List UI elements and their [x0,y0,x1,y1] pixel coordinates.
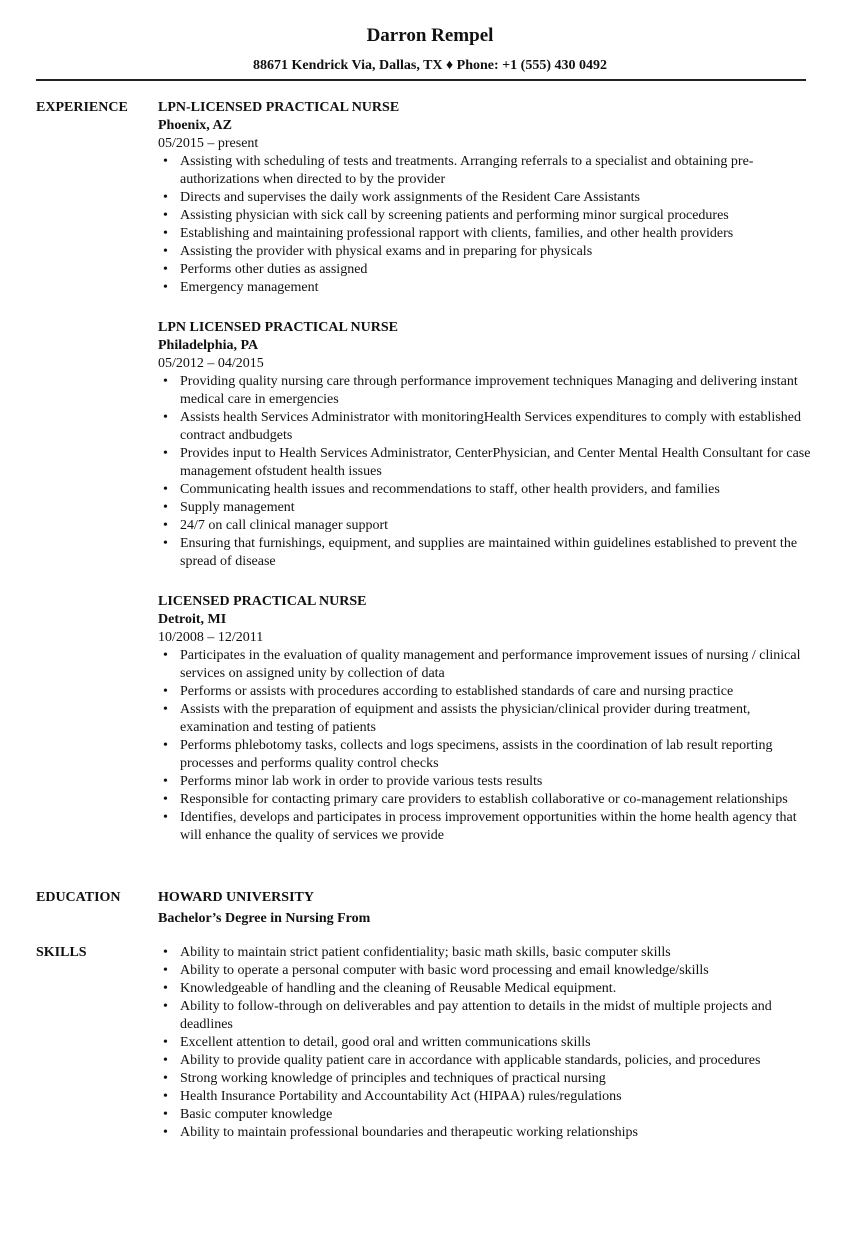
education-label: EDUCATION [36,890,121,905]
candidate-name: Darron Rempel [366,25,494,46]
bullet-icon: • [163,374,168,389]
bullet-icon: • [163,280,168,295]
list-item: • Ability to provide quality patient care in accordance with applicable standards, policies, and procedures [163,1053,761,1068]
bullet-icon: • [163,792,168,807]
list-item: • Participates in the evaluation of quality management and performance improvement issues of nursing / clinical services on assigned unity by collection of data [163,648,801,681]
experience-label: EXPERIENCE [36,100,128,115]
bullet-icon: • [163,684,168,699]
school-name: HOWARD UNIVERSITY [158,890,314,905]
skills-body [158,944,818,1142]
bullet-icon: • [163,410,168,425]
contact-line: 88671 Kendrick Via, Dallas, TX ♦ Phone: +1 (555) 430 0492 [253,58,607,73]
header-divider [36,79,806,81]
list-item: • Performs phlebotomy tasks, collects and logs specimens, assists in the coordination of lab result reporting processes and performs quality control checks [163,738,773,771]
bullet-icon: • [163,1035,168,1050]
job-title: LPN LICENSED PRACTICAL NURSE [158,320,398,335]
list-item: • Supply management [163,500,295,515]
job-entry [158,319,818,571]
job-location: Phoenix, AZ [158,118,232,133]
list-item: • Performs other duties as assigned [163,262,368,277]
bullet-icon: • [163,648,168,663]
job-dates: 10/2008 – 12/2011 [158,630,264,645]
list-item: • Assists with the preparation of equipment and assists the physician/clinical provider during treatment, examination and testing of patients [163,702,751,735]
list-item: • Directs and supervises the daily work assignments of the Resident Care Assistants [163,190,640,205]
list-item: • Excellent attention to detail, good oral and written communications skills [163,1035,591,1050]
bullet-icon: • [163,226,168,241]
bullet-icon: • [163,500,168,515]
bullet-icon: • [163,154,168,169]
bullet-icon: • [163,482,168,497]
list-item: • Provides input to Health Services Administrator, CenterPhysician, and Center Mental Health Consultant for case management ofstudent health issues [163,446,811,479]
list-item: • Identifies, develops and participates in process improvement opportunities within the home health agency that will enhance the quality of services we provide [163,810,797,843]
list-item: • Health Insurance Portability and Accountability Act (HIPAA) rules/regulations [163,1089,622,1104]
list-item: • Communicating health issues and recommendations to staff, other health providers, and families [163,482,720,497]
list-item: • Performs minor lab work in order to provide various tests results [163,774,543,789]
bullet-icon: • [163,208,168,223]
list-item: • Basic computer knowledge [163,1107,333,1122]
bullet-icon: • [163,981,168,996]
list-item: • Performs or assists with procedures according to established standards of care and nursing practice [163,684,734,699]
job-dates: 05/2015 – present [158,136,259,151]
bullet-icon: • [163,1053,168,1068]
job-duties-list [158,373,818,571]
bullet-icon: • [163,1089,168,1104]
bullet-icon: • [163,536,168,551]
list-item: • Ability to maintain strict patient confidentiality; basic math skills, basic computer skills [163,945,671,960]
list-item: • Establishing and maintaining professional rapport with clients, families, and other health providers [163,226,734,241]
bullet-icon: • [163,774,168,789]
job-title: LICENSED PRACTICAL NURSE [158,594,367,609]
list-item: • 24/7 on call clinical manager support [163,518,388,533]
list-item: • Knowledgeable of handling and the cleaning of Reusable Medical equipment. [163,981,617,996]
job-duties-list [158,153,818,297]
bullet-icon: • [163,446,168,461]
bullet-icon: • [163,244,168,259]
bullet-icon: • [163,190,168,205]
bullet-icon: • [163,963,168,978]
job-title: LPN-LICENSED PRACTICAL NURSE [158,100,400,115]
job-location: Detroit, MI [158,612,227,627]
job-duties-list [158,647,818,845]
job-location: Philadelphia, PA [158,338,259,353]
resume-header [0,24,860,75]
bullet-icon: • [163,518,168,533]
job-dates: 05/2012 – 04/2015 [158,356,264,371]
degree-name: Bachelor’s Degree in Nursing From [158,911,371,926]
skills-label: SKILLS [36,945,87,960]
list-item: • Strong working knowledge of principles and techniques of practical nursing [163,1071,606,1086]
bullet-icon: • [163,1071,168,1086]
job-entry [158,593,818,845]
list-item: • Assists health Services Administrator with monitoringHealth Services expenditures to comply with established contract andbudgets [163,410,801,443]
bullet-icon: • [163,1125,168,1140]
bullet-icon: • [163,738,168,753]
list-item: • Providing quality nursing care through performance improvement techniques Managing and delivering instant medical care in emergencies [163,374,798,407]
experience-body [158,99,818,867]
list-item: • Responsible for contacting primary care providers to establish collaborative or co-management relationships [163,792,788,807]
list-item: • Ensuring that furnishings, equipment, and supplies are maintained within guidelines established to prevent the spread of disease [163,536,798,569]
list-item: • Ability to operate a personal computer with basic word processing and email knowledge/skills [163,963,709,978]
education-body [158,889,818,928]
list-item: • Emergency management [163,280,319,295]
list-item: • Ability to follow-through on deliverables and pay attention to details in the midst of multiple projects and deadlines [163,999,772,1032]
list-item: • Assisting the provider with physical exams and in preparing for physicals [163,244,593,259]
bullet-icon: • [163,810,168,825]
bullet-icon: • [163,999,168,1014]
bullet-icon: • [163,1107,168,1122]
list-item: • Assisting physician with sick call by screening patients and performing minor surgical procedures [163,208,729,223]
bullet-icon: • [163,262,168,277]
bullet-icon: • [163,945,168,960]
job-entry [158,99,818,297]
skills-list [158,944,818,1142]
bullet-icon: • [163,702,168,717]
list-item: • Assisting with scheduling of tests and treatments. Arranging referrals to a specialist and obtaining pre-authorizations when directed to by the provider [163,154,754,187]
list-item: • Ability to maintain professional boundaries and therapeutic working relationships [163,1125,639,1140]
